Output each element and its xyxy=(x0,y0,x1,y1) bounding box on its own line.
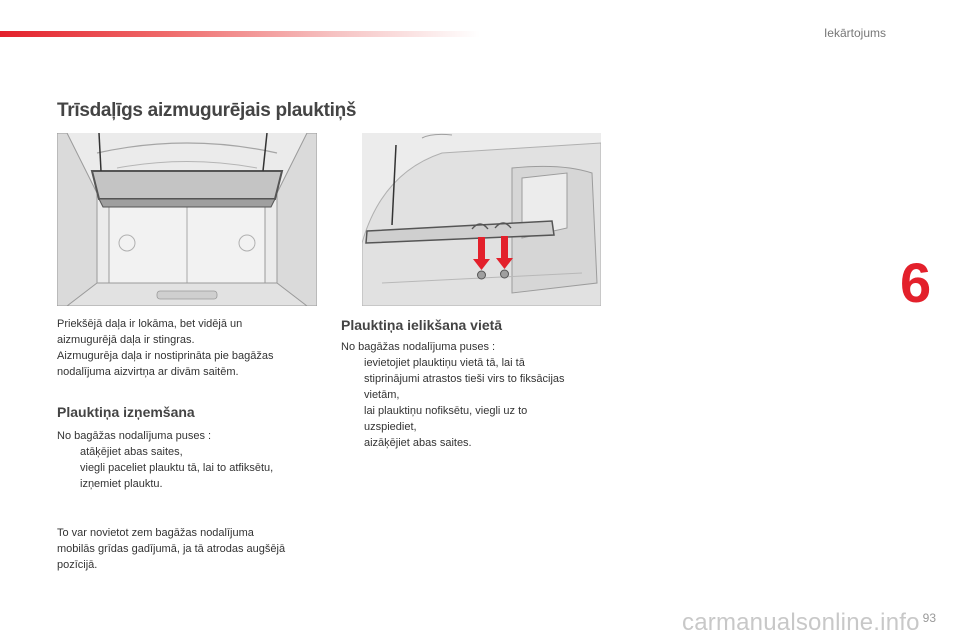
step-text: viegli paceliet plauktu tā, lai to atfiksētu, xyxy=(80,462,274,474)
installation-step xyxy=(341,355,611,403)
boot-shelf-illustration xyxy=(57,133,317,306)
removal-lead: No bagāžas nodalījuma puses : xyxy=(57,430,212,442)
removal-step xyxy=(57,444,327,460)
page-title: Trīsdaļīgs aizmugurējais plauktiņš xyxy=(57,100,357,121)
step-line: uzspiediet, xyxy=(364,421,417,433)
removal-instructions xyxy=(57,428,327,492)
note-line: pozīcijā. xyxy=(57,559,98,571)
note-line: mobilās grīdas gadījumā, ja tā atrodas augšējā xyxy=(57,543,286,555)
chapter-number: 6 xyxy=(900,251,932,314)
storage-note xyxy=(57,525,327,573)
shelf-fitting-illustration xyxy=(362,133,601,306)
step-line: aizāķējiet abas saites. xyxy=(364,437,472,449)
intro-line: aizmugurējā daļa ir stingras. xyxy=(57,334,195,346)
installation-instructions xyxy=(341,339,611,451)
intro-paragraph xyxy=(57,316,327,380)
installation-step xyxy=(341,403,611,435)
removal-heading: Plauktiņa izņemšana xyxy=(57,404,195,420)
section-name: Iekārtojums xyxy=(823,26,886,40)
shelf-fitting-drawing xyxy=(362,133,601,306)
removal-step xyxy=(57,476,327,492)
installation-heading: Plauktiņa ielikšana vietā xyxy=(341,317,503,333)
intro-line: Priekšējā daļa ir lokāma, bet vidējā un xyxy=(57,318,243,330)
step-text: izņemiet plauktu. xyxy=(80,478,163,490)
page-number: 93 xyxy=(922,611,936,625)
step-line: lai plauktiņu nofiksētu, viegli uz to xyxy=(364,405,528,417)
installation-lead: No bagāžas nodalījuma puses : xyxy=(341,341,496,353)
installation-steps xyxy=(341,355,611,451)
intro-line: Aizmugurēja daļa ir nostiprināta pie bagāžas xyxy=(57,350,274,362)
removal-step xyxy=(57,460,327,476)
step-line: vietām, xyxy=(364,389,400,401)
header-accent-bar xyxy=(0,31,480,37)
step-line: ievietojiet plauktiņu vietā tā, lai tā xyxy=(364,357,525,369)
note-line: To var novietot zem bagāžas nodalījuma xyxy=(57,527,254,539)
step-text: atāķējiet abas saites, xyxy=(80,446,183,458)
intro-line: nodalījuma aizvirtņa ar divām saitēm. xyxy=(57,366,239,378)
boot-shelf-drawing xyxy=(57,133,317,306)
installation-step xyxy=(341,435,611,451)
step-line: stiprinājumi atrastos tieši virs to fiksācijas xyxy=(364,373,565,385)
removal-steps xyxy=(57,444,327,492)
watermark: carmanualsonline.info xyxy=(682,609,920,636)
